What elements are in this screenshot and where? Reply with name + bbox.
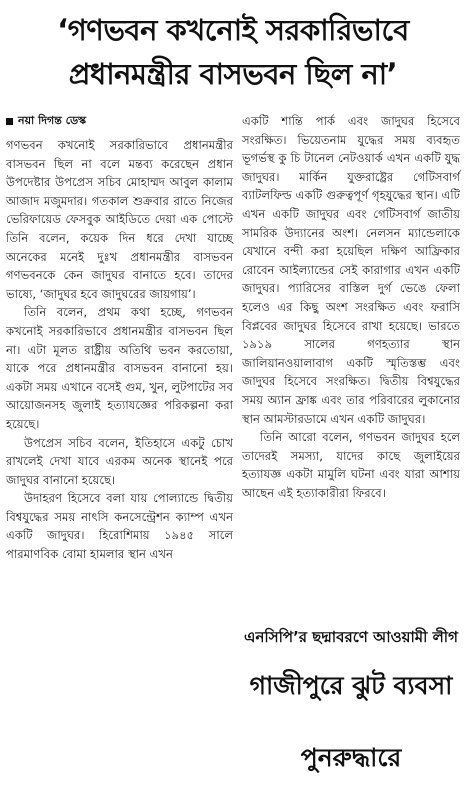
next-story-kicker: এনসিপি’র ছদ্মাবরণে আওয়ামী লীগ bbox=[244, 628, 458, 646]
paragraph: উদাহরণ হিসেবে বলা যায় পোল্যান্ডে দ্বিতীয় বিশ্বযুদ্ধের সময় নাৎসি কনসেন্ট্রেশন ক্যাম্প এখন একটি জাদুঘর। হিরোশিমায় ১৯৪৫ সালে পারমাণবিক বোমা হামলার স্থান এখন bbox=[6, 491, 233, 562]
paragraph: একটি শান্তি পার্ক এবং জাদুঘর হিসেবে সংরক্ষিত। ভিয়েতনাম যুদ্ধের সময় ব্যবহৃত ভূগর্ভস্থ কু চি টানেল নেটওয়ার্ক এখন একটি যুদ্ধ জাদুঘর। মার্কিন যুক্তরাষ্ট্রের গেটিসবার্গ ব্যাটলফিল্ড একটি গুরুত্বপূর্ণ গৃহযুদ্ধের স্থান। এটি এখন একটি জাদুঘর এবং গেটিসবার্গ জাতীয় সামরিক উদ্যানের অংশ। নেলসন ম্যান্ডেলাকে যেখানে বন্দী করা হয়েছিল দক্ষিণ আফ্রিকার রোবেন আইল্যান্ডের সেই কারাগার এখন একটি জাদুঘর। প্যারিসের বাস্তিল দুর্গ ভেঙে ফেলা হলেও এর কিছু অংশ সংরক্ষিত এবং ফরাসি বিপ্লবের জাদুঘর হিসেবে রাখা হয়েছে। ভারতে ১৯১৯ সালের গণহত্যার স্থান জালিয়ানওয়ালাবাগ একটি স্মৃতিস্তম্ভ এবং জাদুঘর হিসেবে সংরক্ষিত। দ্বিতীয় বিশ্বযুদ্ধের সময় অ্যান ফ্রাঙ্ক এবং তার পরিবারের লুকানোর স্থান আমস্টারডামে এখন একটি জাদুঘর। bbox=[242, 114, 460, 426]
byline-text: নয়া দিগন্ত ডেস্ক bbox=[18, 114, 87, 127]
bullet-square-icon bbox=[6, 118, 13, 125]
next-story-title: গাজীপুরে ঝুট ব্যবসা পুনরুদ্ধারে bbox=[249, 671, 453, 772]
paragraph: তিনি আরো বলেন, গণভবন জাদুঘর হলে তাদেরই সমস্যা, যাদের কাছে জুলাইয়ের হত্যাযজ্ঞ একটা মামুলি ঘটনা এবং যারা আশায় আছেন এই হত্যাকারীরা ফিরবে। bbox=[242, 430, 460, 500]
paragraph: গণভবন কখনোই সরকারিভাবে প্রধানমন্ত্রীর বাসভবন ছিল না বলে মন্তব্য করেছেন প্রধান উপদেষ্টার উপপ্রেস সচিব মোহাম্মদ আবুল কালাম আজাদ মজুমদার। গতকাল শুক্রবার রাতে নিজের ভেরিফায়েড ফেসবুক আইডিতে দেয়া এক পোস্টে তিনি বলেন, কয়েক দিন ধরে দেখা যাচ্ছে অনেকের মনেই দুঃখ প্রধানমন্ত্রীর বাসভবন গণভবনকে কেন জাদুঘর বানাতে হবে। তাদের ভাষ্যে, ‘জাদুঘর হবে জাদুঘরের জায়গায়’। bbox=[6, 138, 233, 301]
paragraph: উপপ্রেস সচিব বলেন, ইতিহাসে একটু চোখ রাখলেই দেখা যাবে এরকম অনেক স্থানেই পরে জাদুঘর বানানো হয়েছে। bbox=[6, 435, 233, 487]
right-column bbox=[242, 112, 460, 502]
paragraph: তিনি বলেন, প্রথম কথা হচ্ছে, গণভবন কখনোই সরকারিভাবে প্রধানমন্ত্রীর বাসভবন ছিল না। এটা মূলত রাষ্ট্রীয় অতিথি ভবন করতোয়া, যাকে পরে প্রধানমন্ত্রীর বাসভবন বানানো হয়। একটা সময় এখানে বসেই গুম, খুন, লুটপাটের সব আয়োজনসহ জুলাই হত্যাযজ্ঞের পরিকল্পনা করা হয়েছে। bbox=[6, 305, 233, 431]
byline bbox=[6, 113, 232, 129]
headline-line-2: প্রধানমন্ত্রীর বাসভবন ছিল না’ bbox=[68, 57, 398, 91]
left-column bbox=[6, 136, 233, 564]
article-headline bbox=[0, 8, 466, 96]
headline-line-1: ‘গণভবন কখনোই সরকারিভাবে bbox=[57, 13, 409, 47]
